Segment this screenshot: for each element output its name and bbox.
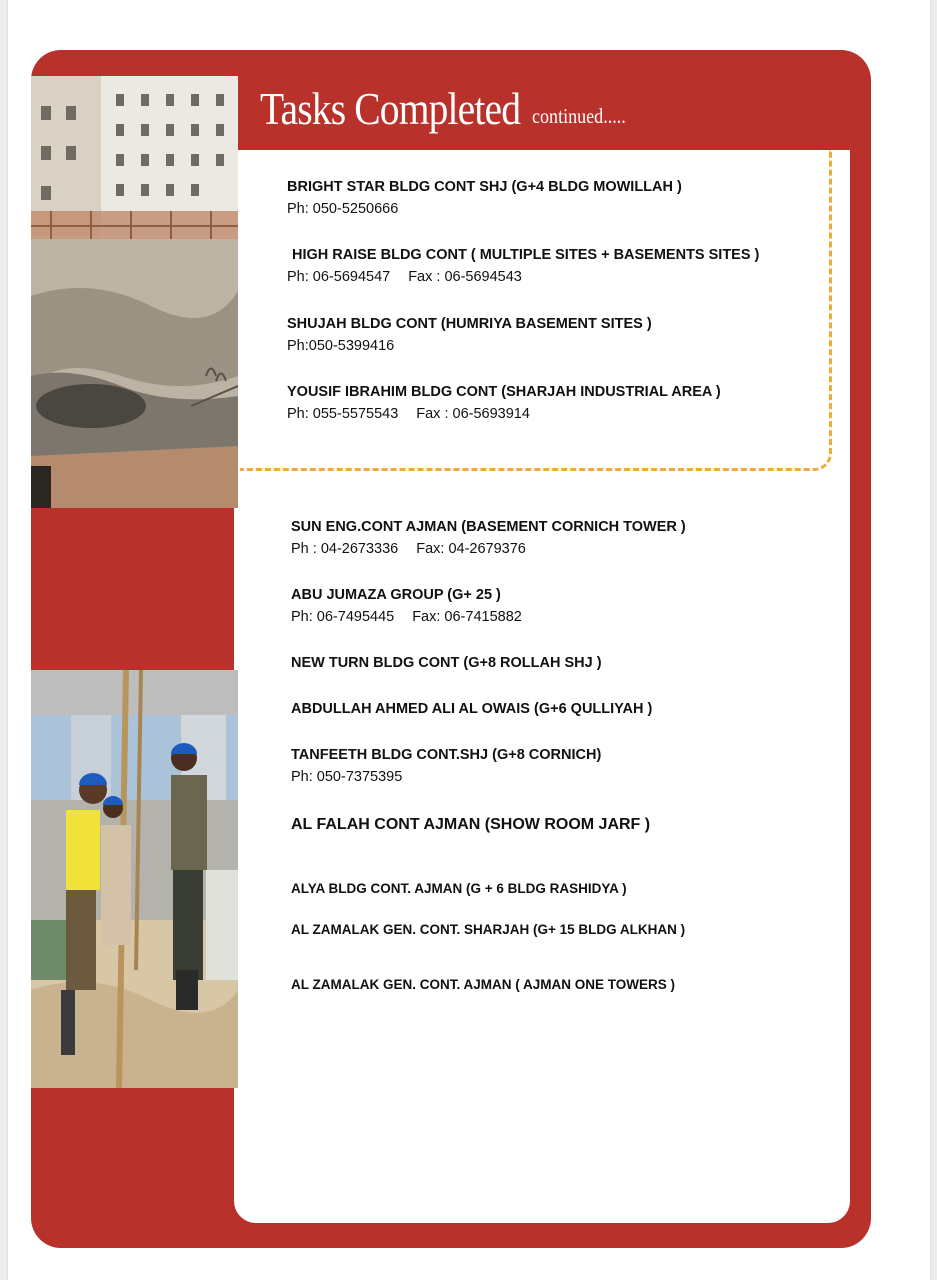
contact-line [291,606,522,628]
contractor-name: ALYA BLDG CONT. AJMAN (G + 6 BLDG RASHIDYA ) [291,881,627,896]
list-item [291,814,650,836]
list-item [291,919,685,941]
contractor-name: NEW TURN BLDG CONT (G+8 ROLLAH SHJ ) [291,655,602,671]
list-item [291,652,602,674]
title-continued: continued..... [532,104,626,128]
phone-number: Ph:050-5399416 [287,338,395,354]
list-item [291,516,686,560]
contact-line [287,266,759,288]
fax-number: Fax: 06-7415882 [412,609,522,625]
contractor-name: TANFEETH BLDG CONT.SHJ (G+8 CORNICH) [291,747,602,763]
phone-number: Ph : 04-2673336 [291,541,399,557]
list-item [291,878,627,900]
fax-number: Fax : 06-5694543 [408,269,522,285]
excavation-site-photo [31,76,238,508]
contractor-name: YOUSIF IBRAHIM BLDG CONT (SHARJAH INDUSTRIAL AREA ) [287,384,721,400]
contractor-name: AL FALAH CONT AJMAN (SHOW ROOM JARF ) [291,816,651,833]
contractor-name: SHUJAH BLDG CONT (HUMRIYA BASEMENT SITES ) [287,316,652,332]
contractor-name: SUN ENG.CONT AJMAN (BASEMENT CORNICH TOWER ) [291,519,686,535]
phone-number: Ph: 050-7375395 [291,769,403,785]
contractor-name: ABDULLAH AHMED ALI AL OWAIS (G+6 QULLIYAH ) [291,701,653,717]
contractor-name: AL ZAMALAK GEN. CONT. AJMAN ( AJMAN ONE TOWERS ) [291,977,675,992]
phone-number: Ph: 06-5694547 [287,269,391,285]
contact-line [291,766,601,788]
fax-number: Fax: 04-2679376 [416,541,526,557]
contractor-name: BRIGHT STAR BLDG CONT SHJ (G+4 BLDG MOWILLAH ) [287,179,682,195]
contractor-name: AL ZAMALAK GEN. CONT. SHARJAH (G+ 15 BLDG ALKHAN ) [291,922,686,937]
contact-line [287,403,721,425]
phone-number: Ph: 050-5250666 [287,201,399,217]
contact-line [291,538,686,560]
contact-line [287,335,652,357]
list-item [287,313,652,357]
list-item [291,744,601,788]
phone-number: Ph: 06-7495445 [291,609,395,625]
workers-site-photo [31,670,238,1088]
list-item [291,698,652,720]
list-item [287,381,721,425]
list-item [287,244,760,288]
list-item [291,974,675,996]
fax-number: Fax : 06-5693914 [416,406,530,422]
page-title [260,82,626,135]
contractor-name: HIGH RAISE BLDG CONT ( MULTIPLE SITES + BASEMENTS SITES ) [292,247,760,263]
list-item [287,176,682,220]
phone-number: Ph: 055-5575543 [287,406,399,422]
list-item [291,584,522,628]
contact-line [287,198,682,220]
contractor-name: ABU JUMAZA GROUP (G+ 25 ) [291,587,501,603]
title-main: Tasks Completed [260,83,521,134]
